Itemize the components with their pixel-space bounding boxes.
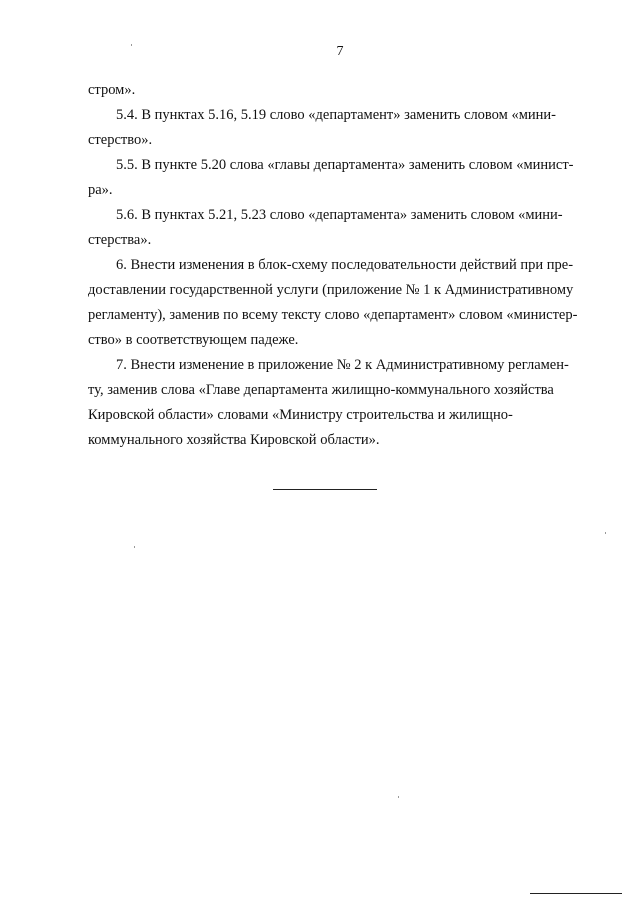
text-line: 7. Внести изменение в приложение № 2 к Административному регламен-: [116, 357, 569, 373]
text-line: стерство».: [88, 132, 153, 148]
text-line: доставлении государственной услуги (приложение № 1 к Административному: [88, 282, 574, 298]
page-number: 7: [336, 44, 344, 59]
text-line: стерства».: [88, 232, 152, 248]
text-line: ту, заменив слова «Главе департамента жилищно-коммунального хозяйства: [88, 382, 554, 398]
text-line: стром».: [88, 82, 136, 98]
scan-speck: [605, 532, 606, 534]
document-body: [88, 78, 592, 453]
text-line: коммунального хозяйства Кировской области».: [88, 432, 380, 448]
scan-speck: [131, 44, 132, 46]
text-line: 6. Внести изменения в блок-схему последовательности действий при пре-: [116, 257, 574, 273]
text-line: ство» в соответствующем падеже.: [88, 332, 299, 348]
scan-speck: [398, 796, 399, 798]
bottom-rule-line: [530, 893, 622, 894]
end-separator-line: [273, 489, 377, 490]
text-line: 5.4. В пунктах 5.16, 5.19 слово «департамент» заменить словом «мини-: [116, 107, 556, 123]
text-line: Кировской области» словами «Министру строительства и жилищно-: [88, 407, 513, 423]
text-line: ра».: [88, 182, 113, 198]
scan-speck: [134, 546, 135, 548]
text-line: регламенту), заменив по всему тексту слово «департамент» словом «министер-: [88, 307, 578, 323]
text-line: 5.5. В пункте 5.20 слова «главы департамента» заменить словом «минист-: [116, 157, 574, 173]
text-line: 5.6. В пунктах 5.21, 5.23 слово «департамента» заменить словом «мини-: [116, 207, 563, 223]
